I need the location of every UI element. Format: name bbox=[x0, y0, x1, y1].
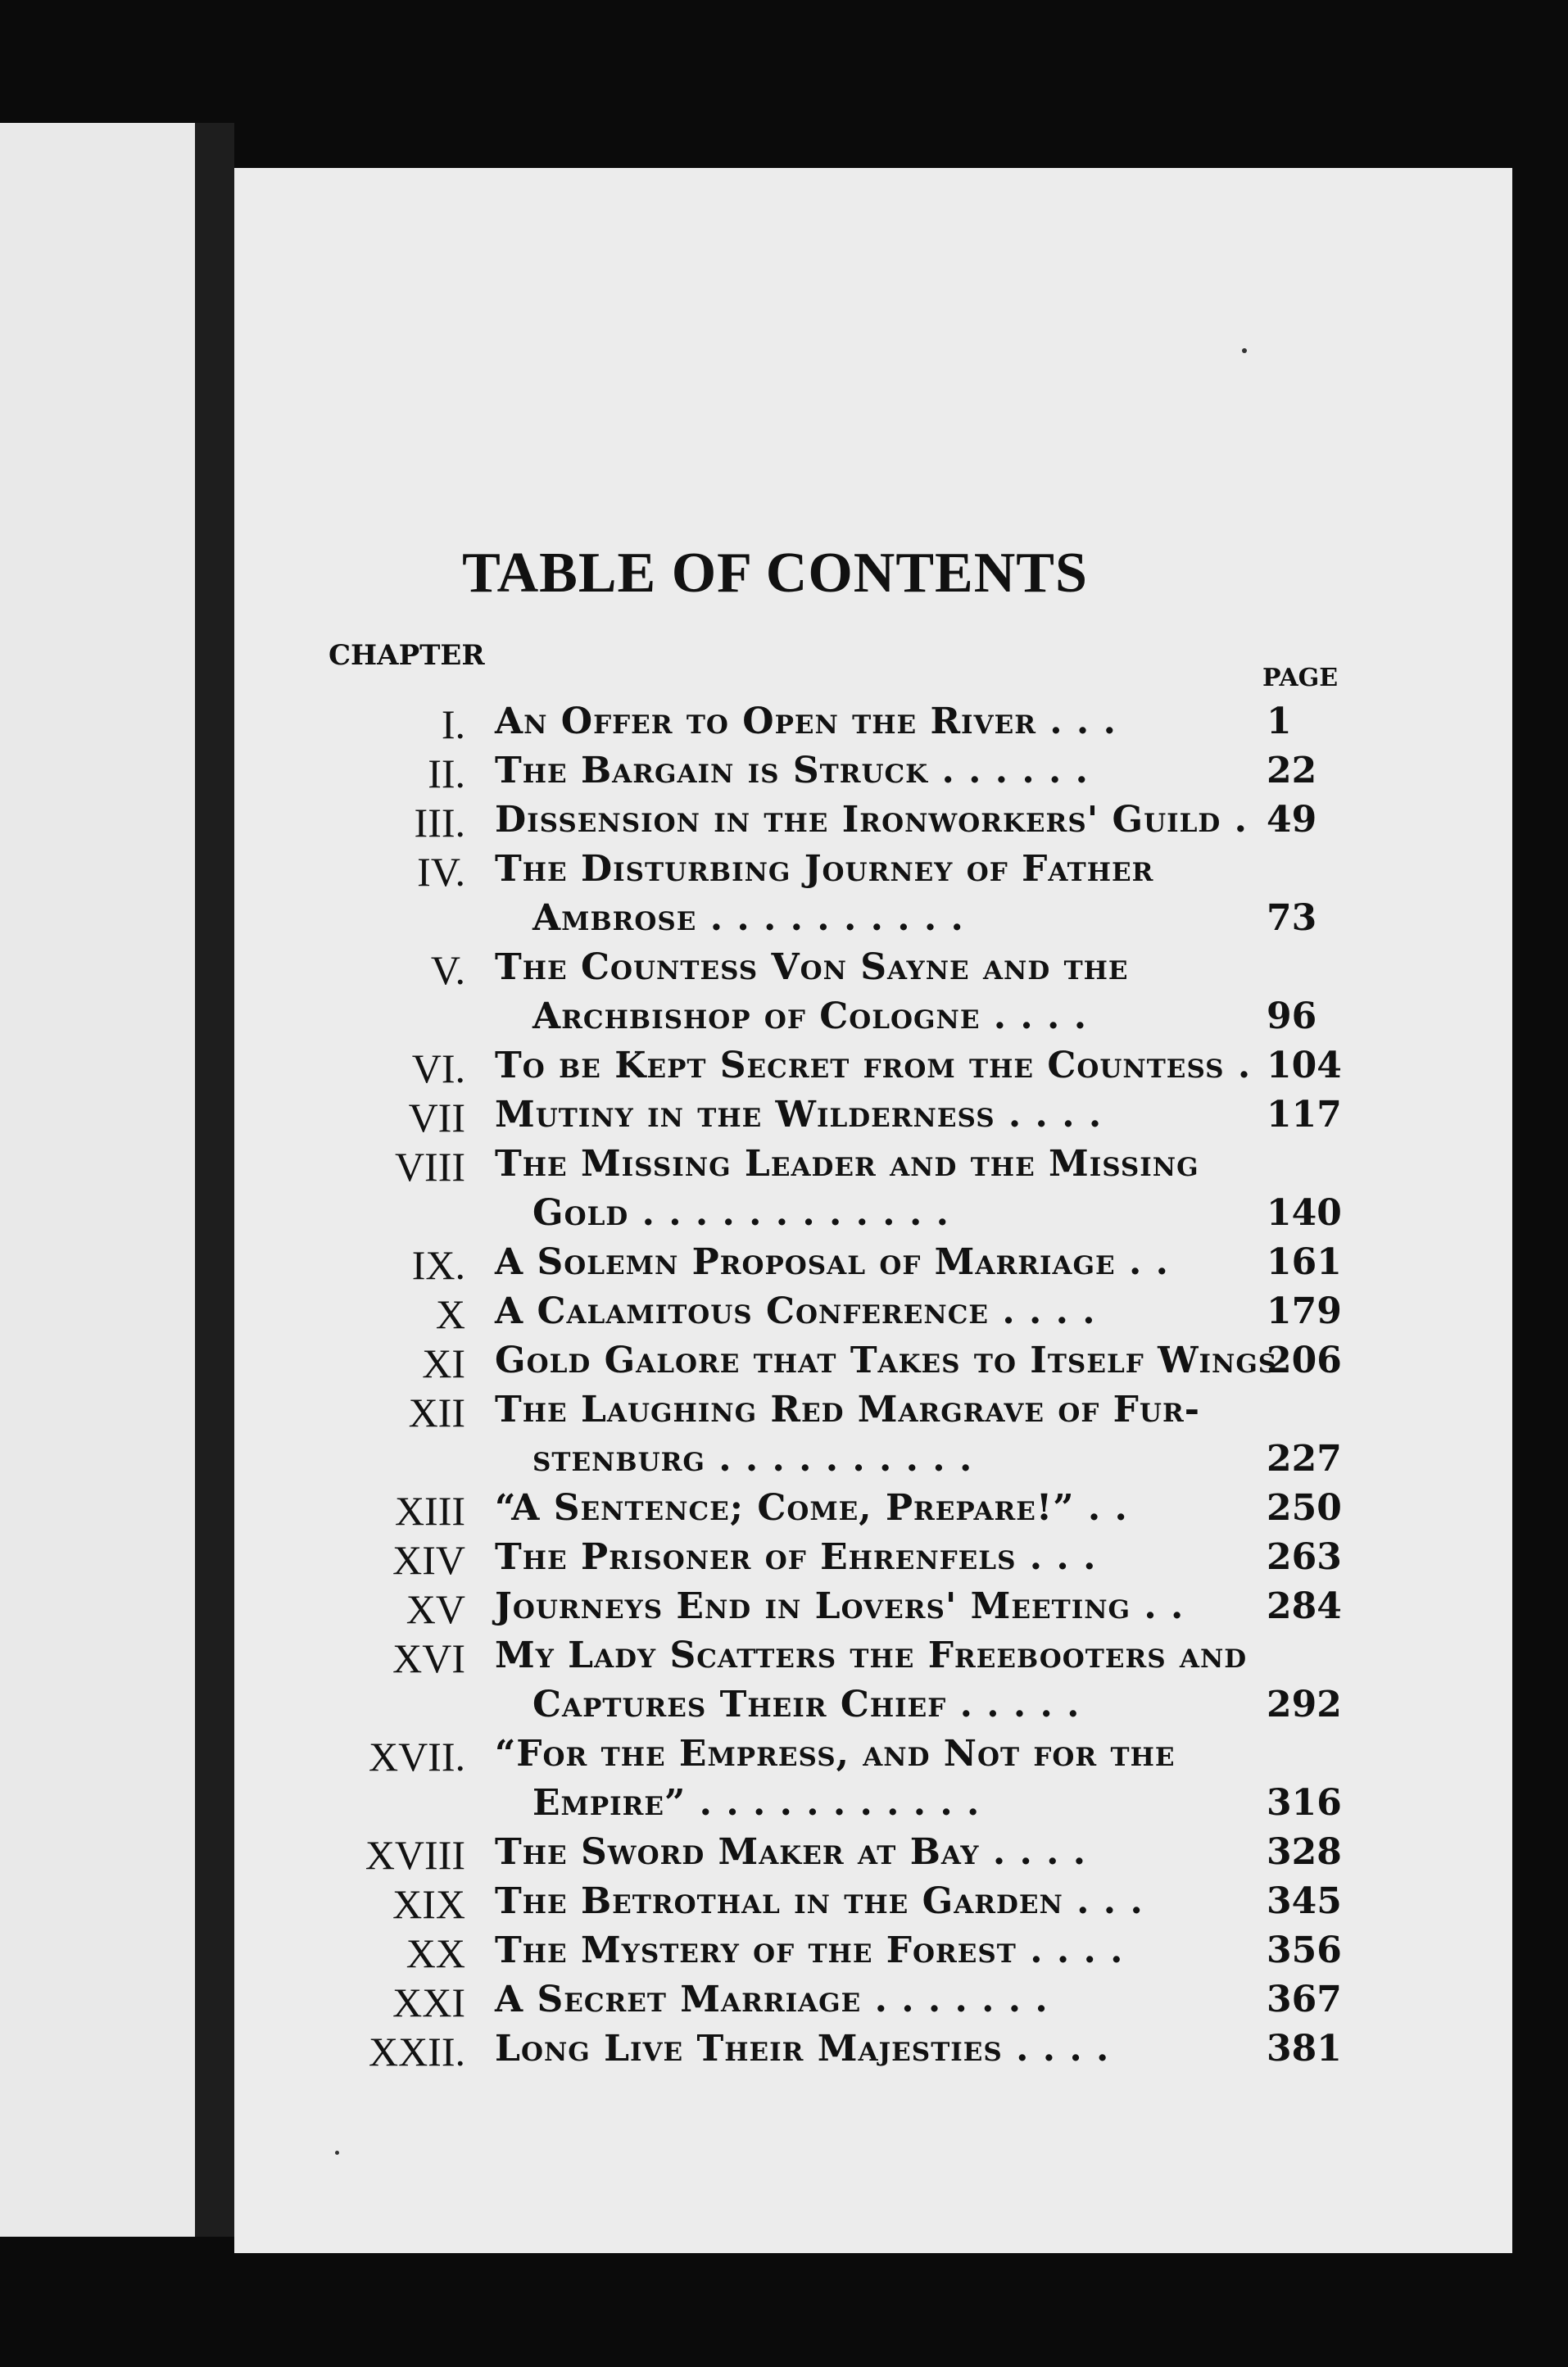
chapter-number: XVII. bbox=[368, 1734, 465, 1780]
page-number: 179 bbox=[1267, 1290, 1342, 1332]
chapter-title-line: Archbishop of Cologne . . . . bbox=[532, 995, 1088, 1037]
toc-entry bbox=[234, 1241, 1512, 1290]
toc-entry bbox=[234, 1045, 1512, 1094]
toc-entry bbox=[234, 1635, 1512, 1733]
chapter-title-line: Captures Their Chief . . . . . bbox=[532, 1684, 1081, 1725]
chapter-title-line: Gold . . . . . . . . . . . . bbox=[532, 1192, 949, 1234]
chapter-number: XIII bbox=[394, 1488, 465, 1534]
chapter-number: XI bbox=[422, 1340, 465, 1386]
chapter-number: X bbox=[435, 1291, 465, 1337]
paper-speck bbox=[1242, 348, 1247, 353]
toc-entry bbox=[234, 1831, 1512, 1880]
page-number: 49 bbox=[1267, 799, 1317, 841]
chapter-number: XII bbox=[408, 1390, 465, 1435]
toc-entry bbox=[234, 2028, 1512, 2077]
chapter-number: I. bbox=[441, 701, 465, 747]
toc-entry bbox=[234, 1880, 1512, 1929]
page-number: 161 bbox=[1267, 1241, 1342, 1283]
page-number: 356 bbox=[1267, 1929, 1342, 1971]
toc-entry bbox=[234, 701, 1512, 750]
page-number: 292 bbox=[1267, 1684, 1342, 1725]
page-number: 117 bbox=[1267, 1094, 1342, 1136]
chapter-title-line: Gold Galore that Takes to Itself Wings bbox=[495, 1340, 1278, 1381]
page-number: 250 bbox=[1267, 1487, 1342, 1529]
chapter-number: XXI bbox=[392, 1979, 465, 2025]
chapter-title-line: stenburg . . . . . . . . . . bbox=[532, 1438, 973, 1480]
page-number: 206 bbox=[1267, 1340, 1342, 1381]
chapter-title-line: A Secret Marriage . . . . . . . bbox=[495, 1979, 1049, 2020]
page-number: 284 bbox=[1267, 1585, 1342, 1627]
toc-entry bbox=[234, 1979, 1512, 2028]
chapter-title-line: Journeys End in Lovers' Meeting . . bbox=[495, 1585, 1185, 1627]
chapter-title-line: “For the Empress, and Not for the bbox=[495, 1733, 1176, 1775]
book-gutter bbox=[195, 123, 234, 2237]
chapter-number: II. bbox=[428, 750, 465, 796]
page-title: TABLE OF CONTENTS bbox=[462, 542, 1088, 605]
chapter-number: VI. bbox=[411, 1045, 465, 1091]
toc-entry bbox=[234, 1094, 1512, 1143]
paper-speck bbox=[335, 2151, 339, 2155]
chapter-title-line: The Missing Leader and the Missing bbox=[495, 1143, 1199, 1185]
toc-entry bbox=[234, 1733, 1512, 1831]
toc-entry bbox=[234, 946, 1512, 1045]
toc-entry bbox=[234, 1340, 1512, 1389]
chapter-title-line: The Prisoner of Ehrenfels . . . bbox=[495, 1536, 1097, 1578]
page-number: 263 bbox=[1267, 1536, 1342, 1578]
chapter-number: XIV bbox=[392, 1537, 465, 1583]
chapter-number: XX bbox=[406, 1930, 465, 1976]
chapter-number: V. bbox=[430, 947, 465, 993]
chapter-title-line: My Lady Scatters the Freebooters and bbox=[495, 1635, 1248, 1676]
toc-entry bbox=[234, 1536, 1512, 1585]
toc-entry bbox=[234, 1487, 1512, 1536]
toc-entry bbox=[234, 750, 1512, 799]
toc-entry bbox=[234, 848, 1512, 946]
chapter-number: XV bbox=[406, 1586, 465, 1632]
chapter-title-line: An Offer to Open the River . . . bbox=[495, 701, 1117, 742]
chapter-number: IV. bbox=[417, 849, 465, 895]
page-column-header: PAGE bbox=[1262, 664, 1339, 692]
chapter-number: XIX bbox=[392, 1881, 465, 1927]
chapter-title-line: “A Sentence; Come, Prepare!” . . bbox=[495, 1487, 1128, 1529]
chapter-number: VIII bbox=[394, 1144, 465, 1190]
toc-entry bbox=[234, 1290, 1512, 1340]
facing-page-edge bbox=[0, 123, 195, 2237]
page-number: 345 bbox=[1267, 1880, 1342, 1922]
chapter-title-line: A Calamitous Conference . . . . bbox=[495, 1290, 1096, 1332]
chapter-number: IX. bbox=[411, 1242, 465, 1288]
page-number: 227 bbox=[1267, 1438, 1342, 1480]
chapter-title-line: The Betrothal in the Garden . . . bbox=[495, 1880, 1144, 1922]
page-number: 104 bbox=[1267, 1045, 1342, 1086]
toc-entry bbox=[234, 1585, 1512, 1635]
book-page bbox=[234, 168, 1512, 2253]
page-number: 328 bbox=[1267, 1831, 1342, 1873]
toc-entry bbox=[234, 799, 1512, 848]
page-number: 316 bbox=[1267, 1782, 1342, 1824]
toc-entry bbox=[234, 1389, 1512, 1487]
chapter-title-line: The Countess Von Sayne and the bbox=[495, 946, 1129, 988]
chapter-number: VII bbox=[408, 1095, 465, 1140]
chapter-number: XXII. bbox=[368, 2029, 465, 2075]
page-number: 367 bbox=[1267, 1979, 1342, 2020]
chapter-title-line: The Sword Maker at Bay . . . . bbox=[495, 1831, 1087, 1873]
chapter-number: XVI bbox=[392, 1635, 465, 1681]
chapter-number: III. bbox=[414, 800, 465, 846]
chapter-title-line: Dissension in the Ironworkers' Guild . bbox=[495, 799, 1248, 841]
page-number: 1 bbox=[1267, 701, 1292, 742]
chapter-title-line: Mutiny in the Wilderness . . . . bbox=[495, 1094, 1103, 1136]
chapter-title-line: Long Live Their Majesties . . . . bbox=[495, 2028, 1110, 2070]
page-number: 96 bbox=[1267, 995, 1317, 1037]
chapter-title-line: The Bargain is Struck . . . . . . bbox=[495, 750, 1089, 791]
page-number: 22 bbox=[1267, 750, 1317, 791]
chapter-title-line: To be Kept Secret from the Countess . bbox=[495, 1045, 1252, 1086]
chapter-column-header: CHAPTER bbox=[329, 639, 485, 672]
toc-entry bbox=[234, 1143, 1512, 1241]
chapter-title-line: Empire” . . . . . . . . . . . bbox=[532, 1782, 981, 1824]
page-number: 381 bbox=[1267, 2028, 1342, 2070]
chapter-title-line: The Disturbing Journey of Father bbox=[495, 848, 1154, 890]
chapter-title-line: A Solemn Proposal of Marriage . . bbox=[495, 1241, 1169, 1283]
chapter-number: XVIII bbox=[365, 1832, 465, 1878]
toc-entry bbox=[234, 1929, 1512, 1979]
chapter-title-line: The Laughing Red Margrave of Fur- bbox=[495, 1389, 1200, 1431]
page-number: 140 bbox=[1267, 1192, 1342, 1234]
chapter-title-line: The Mystery of the Forest . . . . bbox=[495, 1929, 1124, 1971]
page-number: 73 bbox=[1267, 897, 1317, 939]
chapter-title-line: Ambrose . . . . . . . . . . bbox=[532, 897, 964, 939]
